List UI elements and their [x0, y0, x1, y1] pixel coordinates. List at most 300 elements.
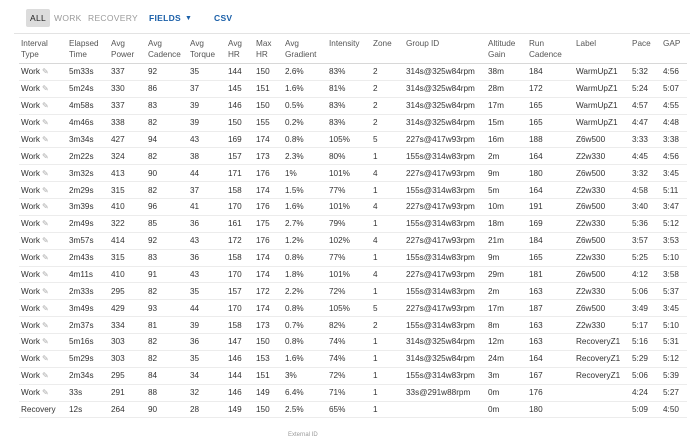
cell-value: 4m11s [69, 269, 93, 279]
cell-value: 83 [148, 101, 158, 111]
table-cell [146, 384, 188, 401]
column-header[interactable] [574, 38, 630, 64]
cell-value: 146 [228, 101, 242, 111]
pencil-icon[interactable]: ✎ [41, 151, 49, 161]
cell-value: 3m49s [69, 303, 94, 313]
table-cell [404, 215, 486, 232]
table-cell [486, 334, 527, 351]
table-cell [19, 401, 67, 418]
table-cell [188, 266, 226, 283]
cell-value: 3:53 [663, 236, 679, 246]
column-header-line: Torque [190, 50, 216, 59]
table-row[interactable] [19, 80, 687, 97]
cell-value: 180 [529, 404, 543, 414]
pencil-icon[interactable]: ✎ [41, 185, 49, 195]
cell-value: 0m [488, 404, 500, 414]
cell-value: 105% [329, 134, 350, 144]
cell-value: 37 [190, 185, 200, 195]
cell-value: 5:32 [632, 67, 648, 77]
cell-value: 173 [256, 320, 270, 330]
table-cell [630, 249, 661, 266]
table-cell [283, 182, 327, 199]
cell-value: 4:56 [663, 151, 679, 161]
cell-value: 84 [148, 371, 158, 381]
column-header[interactable] [486, 38, 527, 64]
cell-value: 1 [373, 253, 378, 263]
table-cell [226, 215, 254, 232]
cell-value: Work [21, 269, 40, 279]
table-cell [67, 300, 109, 317]
cell-value: 149 [228, 404, 242, 414]
table-cell [371, 199, 404, 216]
table-cell [574, 148, 630, 165]
cell-value: 158 [228, 253, 242, 263]
table-cell [630, 266, 661, 283]
table-cell [226, 64, 254, 81]
cell-value: 151 [256, 84, 270, 94]
table-cell [661, 249, 687, 266]
cell-value: 5m33s [69, 67, 94, 77]
cell-value: 1 [373, 219, 378, 229]
fields-dropdown[interactable] [149, 9, 192, 27]
column-header-line: Intensity [329, 39, 360, 48]
table-cell [226, 148, 254, 165]
cell-value: 295 [111, 286, 125, 296]
cell-value: 144 [228, 67, 242, 77]
cell-value: 1 [373, 354, 378, 364]
table-cell [109, 114, 146, 131]
pencil-icon[interactable]: ✎ [41, 354, 49, 364]
table-cell [486, 384, 527, 401]
cell-value: 2 [373, 101, 378, 111]
table-cell [254, 131, 283, 148]
table-cell [527, 367, 574, 384]
pencil-icon[interactable]: ✎ [41, 101, 49, 111]
table-cell [574, 97, 630, 114]
cell-value: Work [21, 134, 40, 144]
table-cell [630, 114, 661, 131]
cell-value: 1 [373, 388, 378, 398]
table-row[interactable] [19, 266, 687, 283]
cell-value: 158 [228, 320, 242, 330]
pencil-icon[interactable]: ✎ [41, 286, 49, 296]
cell-value: 314s@325w84rpm [406, 337, 475, 347]
cell-value: 0.2% [285, 118, 304, 128]
cell-value: 91 [148, 269, 158, 279]
cell-value: 2.6% [285, 67, 304, 77]
table-cell [574, 367, 630, 384]
table-row[interactable] [19, 199, 687, 216]
cell-value: 337 [111, 67, 125, 77]
cell-value: 155 [256, 118, 270, 128]
table-cell [574, 384, 630, 401]
column-header[interactable] [661, 38, 687, 64]
pencil-icon[interactable]: ✎ [41, 337, 49, 347]
pencil-icon[interactable]: ✎ [41, 219, 49, 229]
table-cell [327, 334, 371, 351]
column-header-line: Type [21, 50, 39, 59]
cell-value: 34 [190, 371, 200, 381]
cell-value: 165 [529, 253, 543, 263]
table-cell [188, 199, 226, 216]
cell-value: Z2w330 [576, 151, 606, 161]
column-header[interactable] [254, 38, 283, 64]
table-cell [574, 80, 630, 97]
cell-value: 93 [148, 303, 158, 313]
table-cell [146, 80, 188, 97]
table-cell [371, 165, 404, 182]
cell-value: 3:58 [663, 269, 679, 279]
column-header[interactable] [67, 38, 109, 64]
table-cell [661, 317, 687, 334]
cell-value: 181 [529, 269, 543, 279]
cell-value: Work [21, 320, 40, 330]
cell-value: 8m [488, 320, 500, 330]
cell-value: 2.5% [285, 404, 304, 414]
pencil-icon[interactable]: ✎ [41, 118, 49, 128]
column-header[interactable] [371, 38, 404, 64]
column-header[interactable] [630, 38, 661, 64]
table-cell [574, 114, 630, 131]
table-cell [188, 300, 226, 317]
table-cell [188, 249, 226, 266]
cell-value: 33s@291w88rpm [406, 388, 471, 398]
column-header[interactable] [327, 38, 371, 64]
cell-value: 92 [148, 67, 158, 77]
table-cell [486, 317, 527, 334]
table-cell [146, 131, 188, 148]
pencil-icon[interactable]: ✎ [41, 202, 49, 212]
table-cell [146, 350, 188, 367]
cell-value: 0.8% [285, 303, 304, 313]
table-header-row [19, 38, 687, 64]
pencil-icon[interactable]: ✎ [41, 303, 49, 313]
cell-value: 12m [488, 337, 504, 347]
table-cell [226, 317, 254, 334]
cell-value: 161 [228, 219, 242, 229]
table-cell [486, 401, 527, 418]
cell-value: 1.5% [285, 185, 304, 195]
pencil-icon[interactable]: ✎ [41, 236, 49, 246]
cell-value: 314s@325w84rpm [406, 118, 475, 128]
table-cell [67, 367, 109, 384]
table-row[interactable] [19, 215, 687, 232]
table-cell [67, 199, 109, 216]
table-cell [146, 317, 188, 334]
cell-value: 169 [228, 134, 242, 144]
table-cell [574, 182, 630, 199]
table-cell [527, 334, 574, 351]
table-cell [146, 266, 188, 283]
column-header[interactable] [109, 38, 146, 64]
table-cell [327, 165, 371, 182]
cell-value: 146 [228, 354, 242, 364]
table-cell [19, 367, 67, 384]
cell-value: 5:07 [663, 84, 679, 94]
cell-value: 146 [228, 388, 242, 398]
column-header[interactable] [283, 38, 327, 64]
cell-value: 170 [228, 303, 242, 313]
cell-value: Z6w500 [576, 236, 606, 246]
table-cell [19, 131, 67, 148]
column-header-line: GAP [663, 39, 681, 48]
table-cell [188, 232, 226, 249]
table-cell [188, 148, 226, 165]
table-row[interactable] [19, 64, 687, 81]
cell-value: 39 [190, 101, 200, 111]
pencil-icon[interactable]: ✎ [41, 168, 49, 178]
table-cell [371, 401, 404, 418]
table-cell [188, 131, 226, 148]
cell-value: 227s@417w93rpm [406, 269, 475, 279]
table-cell [574, 64, 630, 81]
table-cell [188, 80, 226, 97]
table-cell [19, 165, 67, 182]
cell-value: 1.8% [285, 269, 304, 279]
table-cell [527, 114, 574, 131]
table-cell [254, 215, 283, 232]
pencil-icon[interactable]: ✎ [41, 134, 49, 144]
table-cell [404, 384, 486, 401]
table-cell [630, 199, 661, 216]
pencil-icon[interactable]: ✎ [41, 269, 49, 279]
table-cell [661, 300, 687, 317]
cell-value: 35 [190, 354, 200, 364]
cell-value: 150 [256, 67, 270, 77]
column-header[interactable] [404, 38, 486, 64]
table-cell [188, 317, 226, 334]
column-header[interactable] [19, 38, 67, 64]
table-row[interactable] [19, 182, 687, 199]
table-cell [486, 283, 527, 300]
table-cell [404, 114, 486, 131]
cell-value: 21m [488, 236, 504, 246]
table-cell [661, 384, 687, 401]
cell-value: 4:45 [632, 151, 648, 161]
column-header-line: Avg [190, 39, 204, 48]
table-cell [146, 215, 188, 232]
table-cell [404, 266, 486, 283]
table-cell [67, 131, 109, 148]
table-cell [486, 148, 527, 165]
csv-button[interactable]: CSV [214, 13, 233, 23]
column-header[interactable] [226, 38, 254, 64]
cell-value: 191 [529, 202, 543, 212]
cell-value: 4:50 [663, 404, 679, 414]
cell-value: 44 [190, 168, 200, 178]
cell-value: 5:16 [632, 337, 648, 347]
cell-value: 3m34s [69, 134, 94, 144]
table-cell [327, 300, 371, 317]
table-cell [226, 80, 254, 97]
table-cell [67, 401, 109, 418]
table-cell [226, 97, 254, 114]
cell-value: 410 [111, 202, 125, 212]
pencil-icon[interactable]: ✎ [41, 67, 49, 77]
cell-value: 5:10 [663, 253, 679, 263]
table-cell [527, 283, 574, 300]
table-cell [404, 334, 486, 351]
table-row[interactable] [19, 334, 687, 351]
pencil-icon[interactable]: ✎ [41, 320, 49, 330]
cell-value: 337 [111, 101, 125, 111]
cell-value: 3:40 [632, 202, 648, 212]
table-cell [404, 401, 486, 418]
cell-value: 0m [488, 388, 500, 398]
table-cell [19, 384, 67, 401]
table-cell [283, 114, 327, 131]
column-header-line: Gain [488, 50, 506, 59]
cell-value: Work [21, 202, 40, 212]
table-row[interactable] [19, 300, 687, 317]
table-row[interactable] [19, 148, 687, 165]
cell-value: 155s@314w83rpm [406, 219, 475, 229]
cell-value: 155s@314w83rpm [406, 320, 475, 330]
table-row[interactable] [19, 367, 687, 384]
table-row[interactable] [19, 249, 687, 266]
table-cell [146, 367, 188, 384]
table-cell [109, 283, 146, 300]
table-row[interactable] [19, 97, 687, 114]
table-cell [226, 401, 254, 418]
cell-value: 3m57s [69, 236, 94, 246]
cell-value: 83% [329, 67, 346, 77]
table-cell [527, 317, 574, 334]
cell-value: 81 [148, 320, 158, 330]
table-cell [109, 215, 146, 232]
cell-value: 5:39 [663, 371, 679, 381]
column-header[interactable] [188, 38, 226, 64]
cell-value: 3:45 [663, 303, 679, 313]
tab-work[interactable]: WORK [54, 13, 82, 23]
table-cell [327, 317, 371, 334]
table-cell [527, 401, 574, 418]
table-row[interactable] [19, 283, 687, 300]
cell-value: 314s@325w84rpm [406, 67, 475, 77]
table-cell [67, 317, 109, 334]
pencil-icon[interactable]: ✎ [41, 84, 49, 94]
column-header[interactable] [527, 38, 574, 64]
table-row[interactable] [19, 114, 687, 131]
cell-value: 102% [329, 236, 350, 246]
cell-value: 147 [228, 337, 242, 347]
table-cell [109, 199, 146, 216]
cell-value: 72% [329, 286, 346, 296]
cell-value: 4:24 [632, 388, 648, 398]
cell-value: 80% [329, 151, 346, 161]
cell-value: 5:11 [663, 185, 679, 195]
cell-value: Work [21, 67, 40, 77]
table-cell [109, 165, 146, 182]
table-cell [67, 165, 109, 182]
table-cell [226, 114, 254, 131]
table-row[interactable] [19, 401, 687, 418]
table-cell [254, 80, 283, 97]
cell-value: 5:17 [632, 320, 648, 330]
cell-value: 96 [148, 202, 158, 212]
cell-value: 85 [148, 219, 158, 229]
column-header[interactable] [146, 38, 188, 64]
cell-value: Z2w330 [576, 219, 606, 229]
cell-value: Z6w500 [576, 269, 606, 279]
table-cell [486, 215, 527, 232]
table-cell [67, 80, 109, 97]
caret-down-icon: ▼ [185, 15, 193, 22]
cell-value: 173 [256, 151, 270, 161]
cell-value: 175 [256, 219, 270, 229]
table-cell [109, 384, 146, 401]
table-cell [283, 131, 327, 148]
cell-value: 4:12 [632, 269, 648, 279]
table-cell [630, 367, 661, 384]
tab-all[interactable]: ALL [26, 9, 50, 27]
cell-value: 295 [111, 371, 125, 381]
table-cell [630, 232, 661, 249]
table-cell [371, 64, 404, 81]
table-cell [67, 283, 109, 300]
cell-value: 291 [111, 388, 125, 398]
table-row[interactable] [19, 350, 687, 367]
cell-value: 101% [329, 202, 350, 212]
cell-value: 90 [148, 404, 158, 414]
table-cell [486, 97, 527, 114]
table-cell [327, 283, 371, 300]
pencil-icon[interactable]: ✎ [41, 388, 49, 398]
table-cell [254, 114, 283, 131]
table-cell [19, 300, 67, 317]
table-row[interactable] [19, 317, 687, 334]
cell-value: 314s@325w84rpm [406, 84, 475, 94]
cell-value: 163 [529, 337, 543, 347]
cell-value: 39 [190, 320, 200, 330]
table-cell [188, 283, 226, 300]
cell-value: 158 [228, 185, 242, 195]
tab-recovery[interactable]: RECOVERY [88, 13, 138, 23]
cell-value: 43 [190, 236, 200, 246]
table-cell [527, 350, 574, 367]
table-row[interactable] [19, 232, 687, 249]
column-header-line: Time [69, 50, 87, 59]
cell-value: 5 [373, 134, 378, 144]
table-row[interactable] [19, 131, 687, 148]
table-cell [327, 350, 371, 367]
cell-value: 43 [190, 269, 200, 279]
table-cell [283, 283, 327, 300]
cell-value: 77% [329, 185, 346, 195]
table-cell [188, 384, 226, 401]
pencil-icon[interactable]: ✎ [41, 253, 49, 263]
table-cell [327, 64, 371, 81]
table-cell [486, 80, 527, 97]
column-header-line: HR [256, 50, 268, 59]
cell-value: 3:33 [632, 134, 648, 144]
cell-value: 82 [148, 337, 158, 347]
table-cell [67, 182, 109, 199]
table-cell [661, 131, 687, 148]
cell-value: 227s@417w93rpm [406, 303, 475, 313]
table-cell [283, 249, 327, 266]
cell-value: 18m [488, 219, 504, 229]
cell-value: 3m39s [69, 202, 94, 212]
table-row[interactable] [19, 165, 687, 182]
table-row[interactable] [19, 384, 687, 401]
table-cell [527, 300, 574, 317]
cell-value: 1 [373, 286, 378, 296]
cell-value: 5:29 [632, 354, 648, 364]
pencil-icon[interactable]: ✎ [41, 371, 49, 381]
table-cell [19, 182, 67, 199]
table-cell [630, 283, 661, 300]
